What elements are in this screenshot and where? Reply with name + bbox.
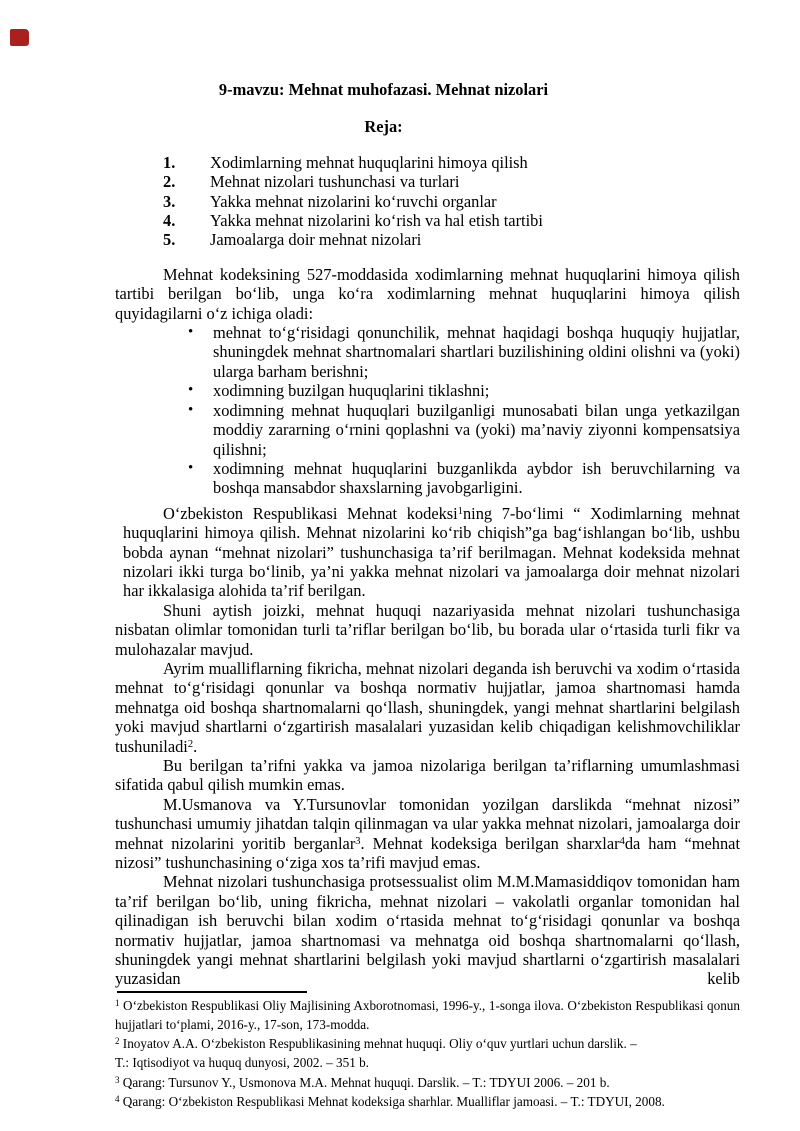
list-item-text: Yakka mehnat nizolarini ko‘rish va hal etish tartibi [210,211,543,231]
footnote-text: T.: Iqtisodiyot va huquq dunyosi, 2002. – 351 b. [115,1055,369,1071]
bullet-text: xodimning mehnat huquqlarini buzganlikda aybdor ish beruvchilarning va boshqa mansabdor shaxslarning javobgarligini. [213,458,740,498]
document-content [115,80,740,1111]
list-item [115,172,740,191]
bullet-icon: • [188,459,194,476]
list-item [115,153,740,172]
paragraph-text: . [193,736,198,756]
footnote-separator [117,991,307,993]
list-item-text: Yakka mehnat nizolarini ko‘ruvchi organlar [210,191,497,211]
footnote-marker: 1 [115,997,120,1008]
paragraph-usmanova [115,795,740,873]
footnote-4 [115,1092,740,1111]
footnote-text: Qarang: Tursunov Y., Usmonova M.A. Mehnat huquqi. Darslik. – T.: TDYUI 2006. – 201 b. [119,1074,610,1090]
paragraph-text: . Mehnat kodeksiga berilgan sharxlar [360,833,620,853]
paragraph-text: Ayrim mualliflarning fikricha, mehnat nizolari deganda ish beruvchi va xodim o‘rtasida mehnat to‘g‘risidagi qonunlar va boshqa normativ hujjatlar, jamoa shartnomasi hamda mehnatga oid boshqa shartnomalarni qo‘llash, shuningdek, yangi mehnat shartlarini belgilash yoki mavjud shartlarni o‘zgartirish masalalari yuzasidan kelib chiqadigan kelishmovchiliklar tushuniladi [115,658,740,756]
footnote-3 [115,1073,740,1092]
footnote-ref-3: 3 [355,835,361,847]
paragraph-text: M.Usmanova va Y.Tursunovlar tomonidan yozilgan darslikda “mehnat nizosi” tushunchasi umumiy jihatdan talqin qilinmagan va ular yakka mehnat nizolari, jamoalarga doir mehnat nizolarini yoritib berganlar [115,794,740,853]
paragraph-text: ning 7-bo‘limi “ Xodimlarning mehnat huquqlarini himoya qilish. Mehnat nizolarini ko‘rib chiqish”ga bag‘ishlangan bo‘lib, ushbu bobda aynan “mehnat nizolari” tushunchasiga ta’rif berilmagan. Mehnat kodeksida mehnat nizolari ikki turga bo‘linib, ya’ni yakka mehnat nizolari va jamoalarga doir mehnat nizolari har ikkalasiga alohida ta’rif berilgan. [123,503,740,601]
list-item-number: 4. [163,211,176,231]
list-item-text: Mehnat nizolari tushunchasi va turlari [210,172,460,192]
bullet-item [115,323,740,381]
footnote-2 [115,1034,740,1072]
paragraph-mamasiddiqov: Mehnat nizolari tushunchasiga protsessualist olim M.M.Mamasiddiqov tomonidan ham ta’rif berilgan bo‘lib, uning fikricha, mehnat nizolari – vakolatli organlar tomonidan hal qilinadigan ish beruvchi bilan xodim o‘rtasida mehnat to‘g‘risidagi qonunlar va boshqa normativ hujjatlar, jamoa shartnomasi va mehnatga oid boshqa shartnomalarni qo‘llash, shuningdek yangi mehnat shartlarini belgilash yoki mavjud shartlarni o‘zgartirish masalalari yuzasidan kelib [115,872,740,989]
list-item-number: 5. [163,230,176,250]
list-item-number: 2. [163,172,176,192]
bullet-item [115,401,740,459]
paragraph-shuni: Shuni aytish joizki, mehnat huquqi nazariyasida mehnat nizolari tushunchasiga nisbatan olimlar tomonidan turli ta’riflar berilgan bo‘lib, bu borada ular o‘rtasida turli fikr va mulohazalar mavjud. [115,600,740,659]
list-item [115,230,740,249]
footnote-text: O‘zbekiston Respublikasi Oliy Majlisining Axborotnomasi, 1996-y., 1-songa ilova. O‘zbekiston Respublikasi qonun hujjatlari to‘plami, 2016-y., 17-son, 173-modda. [115,997,740,1033]
list-item [115,211,740,230]
paragraph-bu: Bu berilgan ta’rifni yakka va jamoa nizolariga berilgan ta’riflarning umumlashmasi sifatida qabul qilish mumkin emas. [115,756,740,795]
footnotes-section [115,991,740,1111]
paragraph-ayrim [115,659,740,756]
list-item [115,192,740,211]
footnote-marker: 4 [115,1093,120,1104]
bullet-icon: • [188,382,194,399]
bullet-icon: • [188,401,194,418]
footnote-1 [115,996,740,1034]
bullet-text: xodimning mehnat huquqlari buzilganligi munosabati bilan unga yetkazilgan moddiy zararning o‘rnini qoplashni va (yoki) ma’naviy ziyonni kompensatsiya qilishni; [213,400,740,459]
footnote-text: Qarang: O‘zbekiston Respublikasi Mehnat kodeksiga sharhlar. Mualliflar jamoasi. – T.: TDYUI, 2008. [119,1093,665,1109]
plan-list [115,153,740,250]
red-ink-mark [10,29,29,46]
list-item-text: Jamoalarga doir mehnat nizolari [210,230,422,250]
bullet-list [115,323,740,498]
footnote-marker: 3 [115,1074,120,1085]
bullet-icon: • [188,324,194,341]
paragraph-text: da ham “mehnat nizosi” tushunchasining o‘ziga xos ta’rifi mavjud emas. [115,833,741,873]
bullet-text: xodimning buzilgan huquqlarini tiklashni; [213,381,490,401]
list-item-number: 1. [163,152,176,172]
bullet-text: mehnat to‘g‘risidagi qonunchilik, mehnat haqidagi boshqa huquqiy hujjatlar, shuningdek mehnat shartnomalari shartlari buzilishining oldini olishni va (yoki) ularga barham berishni; [213,323,740,381]
footnote-ref-2: 2 [187,738,194,750]
paragraph-kodeks [123,504,740,601]
list-item-text: Xodimlarning mehnat huquqlarini himoya qilish [210,152,528,172]
page-title: 9-mavzu: Mehnat muhofazasi. Mehnat nizolari [218,80,549,99]
bullet-item [115,381,740,400]
footnote-ref-4: 4 [619,835,625,847]
footnote-marker: 2 [115,1036,120,1047]
plan-heading: Reja: [364,117,403,137]
paragraph-text: O‘zbekiston Respublikasi Mehnat kodeksi [163,503,458,523]
footnote-ref-1: 1 [457,505,463,517]
footnote-text: Inoyatov A.A. O‘zbekiston Respublikasining mehnat huquqi. Oliy o‘quv yurtlari uchun darslik. – [119,1036,637,1052]
paragraph-intro: Mehnat kodeksining 527-moddasida xodimlarning mehnat huquqlarini himoya qilish tartibi berilgan bo‘lib, unga ko‘ra xodimlarning mehnat huquqlarini himoya qilish quyidagilarni o‘z ichiga oladi: [115,264,740,323]
bullet-item [115,459,740,498]
list-item-number: 3. [163,191,176,211]
